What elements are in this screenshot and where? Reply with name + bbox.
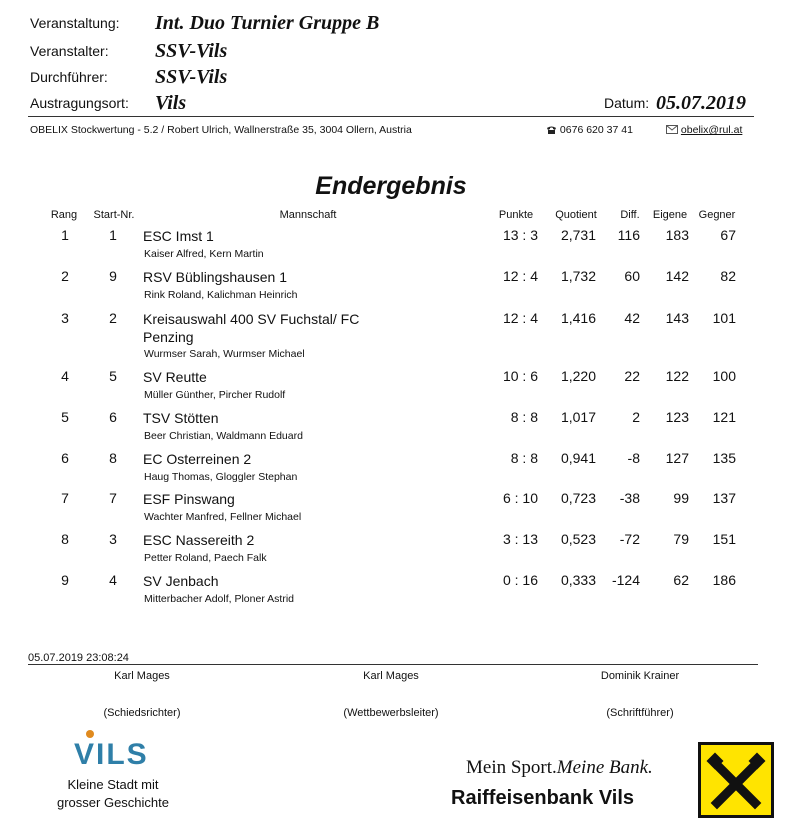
svg-text:VILS: VILS — [74, 738, 149, 771]
event-value: Int. Duo Turnier Gruppe B — [155, 12, 380, 34]
opponent-score: 186 — [712, 572, 736, 588]
table-row — [0, 227, 800, 267]
referee-role: (Schiedsrichter) — [103, 707, 181, 719]
difference: 42 — [624, 310, 640, 326]
own-score: 79 — [673, 531, 689, 547]
raiffeisen-gable-cross-icon — [701, 745, 771, 815]
vils-logo-icon — [68, 728, 158, 772]
team-players: Beer Christian, Waldmann Eduard — [144, 430, 303, 442]
difference: -38 — [619, 490, 640, 506]
quotient: 1,017 — [560, 409, 596, 425]
start-number: 7 — [109, 490, 117, 506]
table-row — [0, 572, 800, 612]
secretary-name: Dominik Krainer — [600, 670, 680, 682]
email-link[interactable]: obelix@rul.at — [680, 124, 743, 136]
team-players: Kaiser Alfred, Kern Martin — [144, 248, 264, 260]
col-gegner: Gegner — [698, 209, 736, 221]
executor-value: SSV-Vils — [155, 66, 228, 88]
difference: -124 — [611, 572, 640, 588]
rank: 3 — [61, 310, 69, 326]
points: 13 : 3 — [502, 227, 538, 243]
points: 3 : 13 — [502, 531, 538, 547]
header-divider — [28, 116, 754, 117]
quotient: 0,723 — [560, 490, 596, 506]
bank-slogan-plain: Mein Sport. — [466, 757, 557, 778]
raiffeisen-logo — [698, 742, 774, 818]
rank: 9 — [61, 572, 69, 588]
difference: 2 — [632, 409, 640, 425]
team-name: ESC Imst 1 — [143, 228, 214, 244]
table-row — [0, 368, 800, 408]
start-number: 6 — [109, 409, 117, 425]
team-players: Rink Roland, Kalichman Heinrich — [144, 289, 298, 301]
town-slogan-line2: grosser Geschichte — [57, 795, 169, 810]
difference: 22 — [624, 368, 640, 384]
own-score: 127 — [665, 450, 689, 466]
team-name: RSV Büblingshausen 1 — [143, 269, 287, 285]
col-quotient: Quotient — [555, 209, 597, 221]
rank: 5 — [61, 409, 69, 425]
difference: 60 — [624, 268, 640, 284]
opponent-score: 100 — [712, 368, 736, 384]
team-players: Müller Günther, Pircher Rudolf — [144, 389, 286, 401]
venue-value: Vils — [155, 92, 187, 114]
competition-leader-role: (Wettbewerbsleiter) — [343, 707, 439, 719]
venue-label: Austragungsort: — [30, 95, 129, 111]
organizer-label: Veranstalter: — [30, 43, 109, 59]
rank: 2 — [61, 268, 69, 284]
own-score: 183 — [665, 227, 689, 243]
points: 8 : 8 — [510, 409, 538, 425]
own-score: 142 — [665, 268, 689, 284]
start-number: 1 — [109, 227, 117, 243]
organizer-value: SSV-Vils — [155, 40, 228, 62]
org-info: OBELIX Stockwertung - 5.2 / Robert Ulrich, Wallnerstraße 35, 3004 Ollern, Austria — [30, 124, 412, 136]
competition-leader-name: Karl Mages — [363, 670, 419, 682]
opponent-score: 151 — [712, 531, 736, 547]
team-players: Petter Roland, Paech Falk — [144, 552, 267, 564]
team-name: SV Jenbach — [143, 573, 219, 589]
bank-name: Raiffeisenbank Vils — [451, 787, 635, 809]
difference: -72 — [619, 531, 640, 547]
date-value: 05.07.2019 — [656, 92, 746, 114]
rank: 6 — [61, 450, 69, 466]
page-title: Endergebnis — [315, 172, 467, 200]
table-row — [0, 490, 800, 530]
event-label: Veranstaltung: — [30, 15, 120, 31]
points: 6 : 10 — [502, 490, 538, 506]
quotient: 0,941 — [560, 450, 596, 466]
opponent-score: 67 — [720, 227, 736, 243]
team-name: TSV Stötten — [143, 410, 219, 426]
col-eigene: Eigene — [652, 209, 688, 221]
quotient: 0,333 — [560, 572, 596, 588]
phone-icon — [546, 125, 557, 134]
org-phone — [546, 124, 633, 136]
rank: 7 — [61, 490, 69, 506]
team-players: Mitterbacher Adolf, Ploner Astrid — [144, 593, 294, 605]
rank: 1 — [61, 227, 69, 243]
quotient: 2,731 — [560, 227, 596, 243]
bank-slogan-italic: Meine Bank. — [556, 757, 653, 778]
team-players: Wurmser Sarah, Wurmser Michael — [144, 348, 305, 360]
own-score: 143 — [665, 310, 689, 326]
print-timestamp: 05.07.2019 23:08:24 — [28, 652, 129, 664]
opponent-score: 121 — [712, 409, 736, 425]
own-score: 123 — [665, 409, 689, 425]
start-number: 3 — [109, 531, 117, 547]
town-slogan-line1: Kleine Stadt mit — [67, 777, 159, 792]
org-email — [666, 124, 742, 136]
date-label: Datum: — [604, 95, 650, 111]
executor-label: Durchführer: — [30, 69, 108, 85]
table-row — [0, 409, 800, 449]
footer-divider — [28, 664, 758, 665]
rank: 4 — [61, 368, 69, 384]
start-number: 4 — [109, 572, 117, 588]
secretary-role: (Schriftführer) — [606, 707, 674, 719]
opponent-score: 82 — [720, 268, 736, 284]
team-name: ESF Pinswang — [143, 491, 235, 507]
own-score: 99 — [673, 490, 689, 506]
table-row — [0, 310, 800, 360]
opponent-score: 101 — [712, 310, 736, 326]
vils-town-logo — [68, 728, 158, 772]
phone-number: 0676 620 37 41 — [559, 124, 633, 136]
team-name: EC Osterreinen 2 — [143, 451, 252, 467]
start-number: 2 — [109, 310, 117, 326]
start-number: 9 — [109, 268, 117, 284]
quotient: 1,732 — [560, 268, 596, 284]
table-row — [0, 531, 800, 571]
team-name: ESC Nassereith 2 — [143, 532, 255, 548]
quotient: 1,416 — [560, 310, 596, 326]
rank: 8 — [61, 531, 69, 547]
quotient: 1,220 — [560, 368, 596, 384]
start-number: 8 — [109, 450, 117, 466]
start-number: 5 — [109, 368, 117, 384]
referee-name: Karl Mages — [114, 670, 170, 682]
points: 12 : 4 — [502, 268, 538, 284]
col-rang: Rang — [50, 209, 78, 221]
col-start: Start-Nr. — [93, 209, 135, 221]
own-score: 62 — [673, 572, 689, 588]
opponent-score: 137 — [712, 490, 736, 506]
col-team: Mannschaft — [279, 209, 337, 221]
points: 10 : 6 — [502, 368, 538, 384]
own-score: 122 — [665, 368, 689, 384]
points: 0 : 16 — [502, 572, 538, 588]
team-players: Wachter Manfred, Fellner Michael — [144, 511, 302, 523]
team-players: Haug Thomas, Gloggler Stephan — [144, 471, 298, 483]
points: 8 : 8 — [510, 450, 538, 466]
points: 12 : 4 — [502, 310, 538, 326]
quotient: 0,523 — [560, 531, 596, 547]
table-row — [0, 450, 800, 490]
difference: 116 — [617, 227, 640, 243]
col-punkte: Punkte — [498, 209, 534, 221]
mail-icon — [666, 125, 678, 134]
col-diff: Diff. — [620, 209, 640, 221]
bank-slogan — [466, 757, 653, 779]
town-slogan — [40, 776, 186, 812]
difference: -8 — [627, 450, 640, 466]
team-name: SV Reutte — [143, 369, 207, 385]
opponent-score: 135 — [712, 450, 736, 466]
team-name: Kreisauswahl 400 SV Fuchstal/ FC Penzing — [143, 311, 360, 345]
table-row — [0, 268, 800, 308]
